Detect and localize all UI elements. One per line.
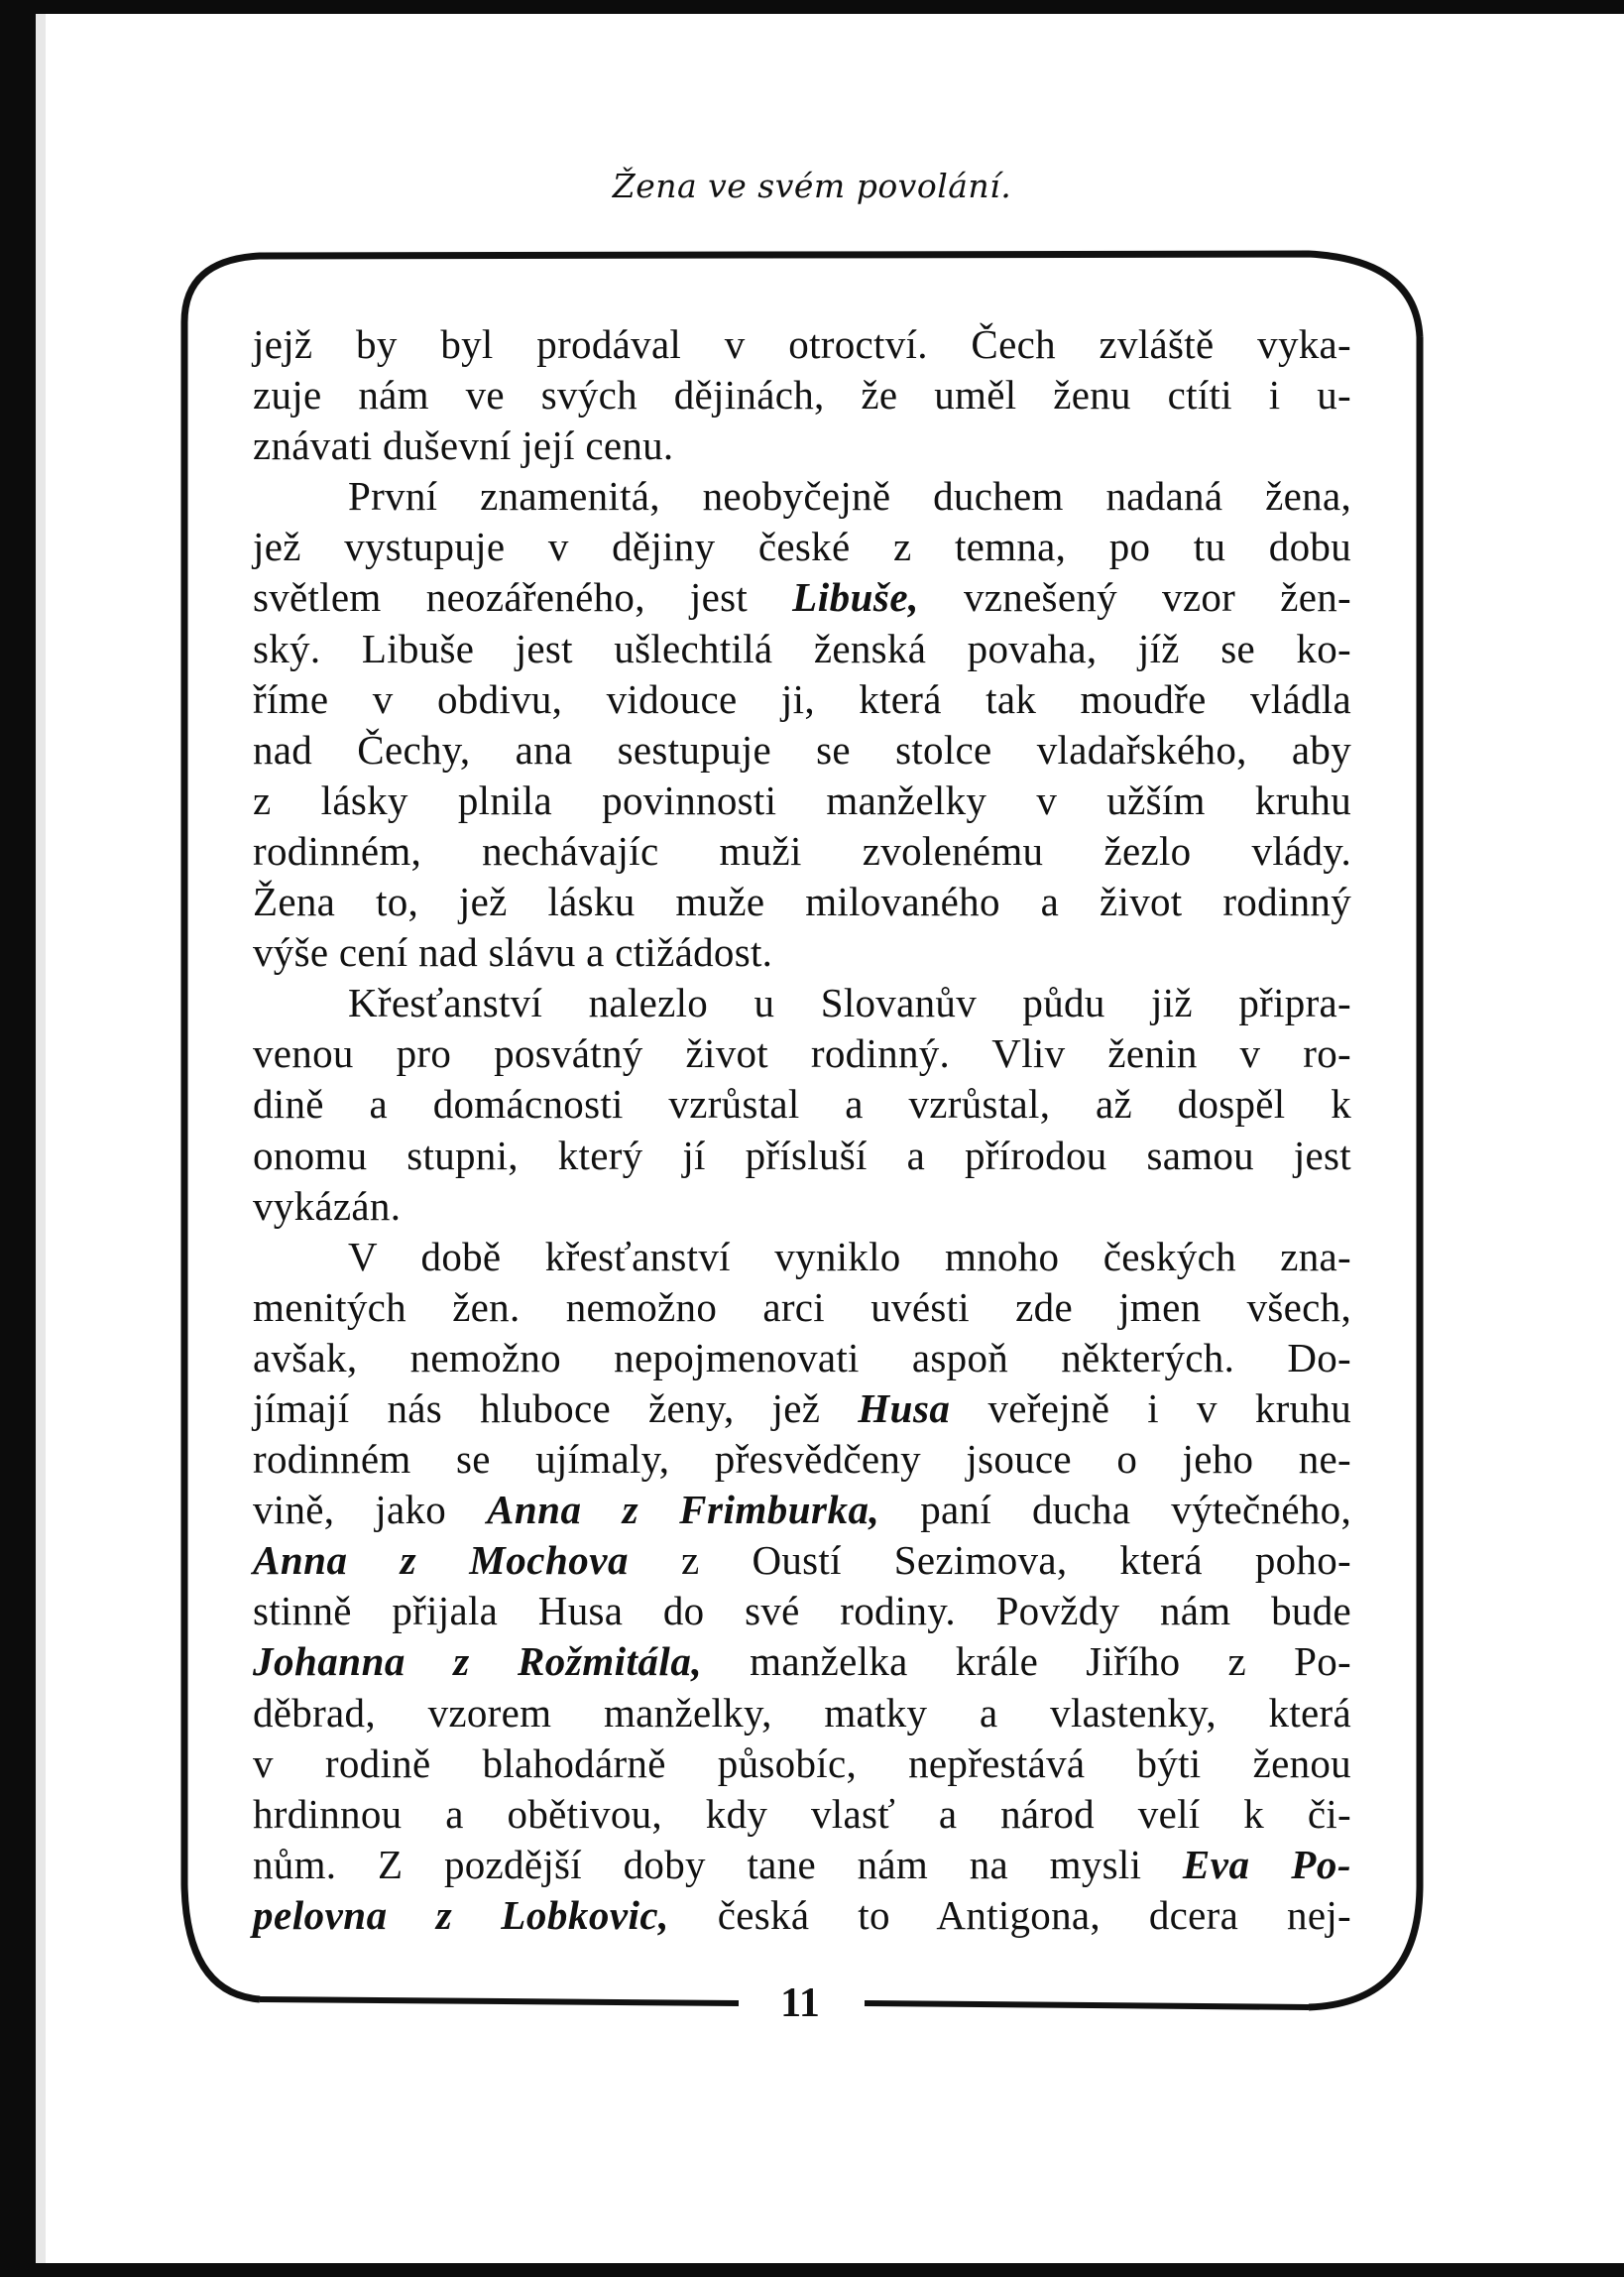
text-run: vznešený vzor žen- [918,574,1351,621]
text-line: jejž by byl prodával v otroctví. Čech zvláště vyka- [253,321,1351,367]
italic-name: Anna z Mochova [253,1537,629,1584]
text-line: avšak, nemožno nepojmenovati aspoň některých. Do- [253,1334,1351,1380]
page-number: 11 [746,1979,855,2027]
text-line [253,1636,1351,1687]
text-line: onomu stupni, který jí přísluší a přírodou samou jest [253,1132,1351,1178]
text-line: menitých žen. nemožno arci uvésti zde jmen všech, [253,1283,1351,1330]
text-line: říme v obdivu, vidouce ji, která tak moudře vládla [253,675,1351,722]
text-run: manželka krále Jiřího z Po- [702,1638,1351,1685]
text-run: jímají nás hluboce ženy, jež [253,1384,859,1431]
italic-name: Husa [858,1384,951,1431]
italic-name: Johanna z Rožmitála, [253,1638,703,1685]
text-run: česká to Antigona, dcera nej- [668,1891,1351,1938]
italic-name: Eva Po- [1182,1841,1351,1887]
frame-bottom-rule-left [260,1999,739,2003]
text-line: hrdinnou a obětivou, kdy vlasť a národ velí k či- [253,1790,1351,1837]
text-run: paní ducha výtečného, [879,1487,1352,1533]
text-run: nům. Z pozdější doby tane nám na mysli [253,1841,1183,1887]
text-line [253,1485,1351,1535]
text-line [253,1383,1351,1434]
text-line: nad Čechy, ana sestupuje se stolce vladařského, aby [253,726,1351,773]
text-line: První znamenitá, neobyčejně duchem nadaná žena, [348,473,1351,520]
frame-left-rule [184,322,260,1999]
text-line [253,1840,1351,1890]
running-head: Žena ve svém povolání. [612,167,1012,205]
italic-name: pelovna z Lobkovic, [253,1891,669,1938]
text-run: světlem neozářeného, jest [253,574,793,621]
text-line: rodinném se ujímaly, přesvědčeny jsouce o jeho ne- [253,1436,1351,1483]
text-line: Žena to, jež lásku muže milovaného a život rodinný [253,879,1351,925]
italic-name: Anna z Frimburka, [487,1487,880,1533]
text-line: stinně přijala Husa do své rodiny. Povždy nám bude [253,1588,1351,1634]
text-line: dině a domácnosti vzrůstal a vzrůstal, až dospěl k [253,1081,1351,1128]
text-line [253,572,1351,623]
text-line: znávati duševní její cenu. [253,422,674,469]
text-line [253,1890,1351,1941]
text-line: vykázán. [253,1182,402,1229]
frame-bottom-rule-right [865,2003,1309,2007]
text-line: výše cení nad slávu a ctižádost. [253,929,773,976]
text-run: veřejně i v kruhu [950,1384,1351,1431]
text-line: zuje nám ve svých dějinách, že uměl ženu ctíti i u- [253,372,1351,419]
body-text [253,319,1351,1941]
text-line [253,1535,1351,1586]
text-run: z Oustí Sezimova, která poho- [628,1537,1351,1584]
text-line: z lásky plnila povinnosti manželky v užším kruhu [253,777,1351,823]
text-line: venou pro posvátný život rodinný. Vliv ženin v ro- [253,1030,1351,1077]
text-run: vině, jako [253,1487,487,1533]
text-line: Křesťanství nalezlo u Slovanův půdu již připra- [348,980,1351,1026]
italic-name: Libuše, [792,574,919,621]
text-line: děbrad, vzorem manželky, matky a vlastenky, která [253,1689,1351,1736]
text-line: rodinném, nechávajíc muži zvolenému žezlo vlády. [253,827,1351,874]
text-line: jež vystupuje v dějiny české z temna, po tu dobu [253,524,1351,570]
text-line: V době křesťanství vyniklo mnoho českých zna- [348,1233,1351,1279]
text-line: ský. Libuše jest ušlechtilá ženská povaha, jíž se ko- [253,625,1351,671]
text-line: v rodině blahodárně působíc, nepřestává býti ženou [253,1739,1351,1786]
